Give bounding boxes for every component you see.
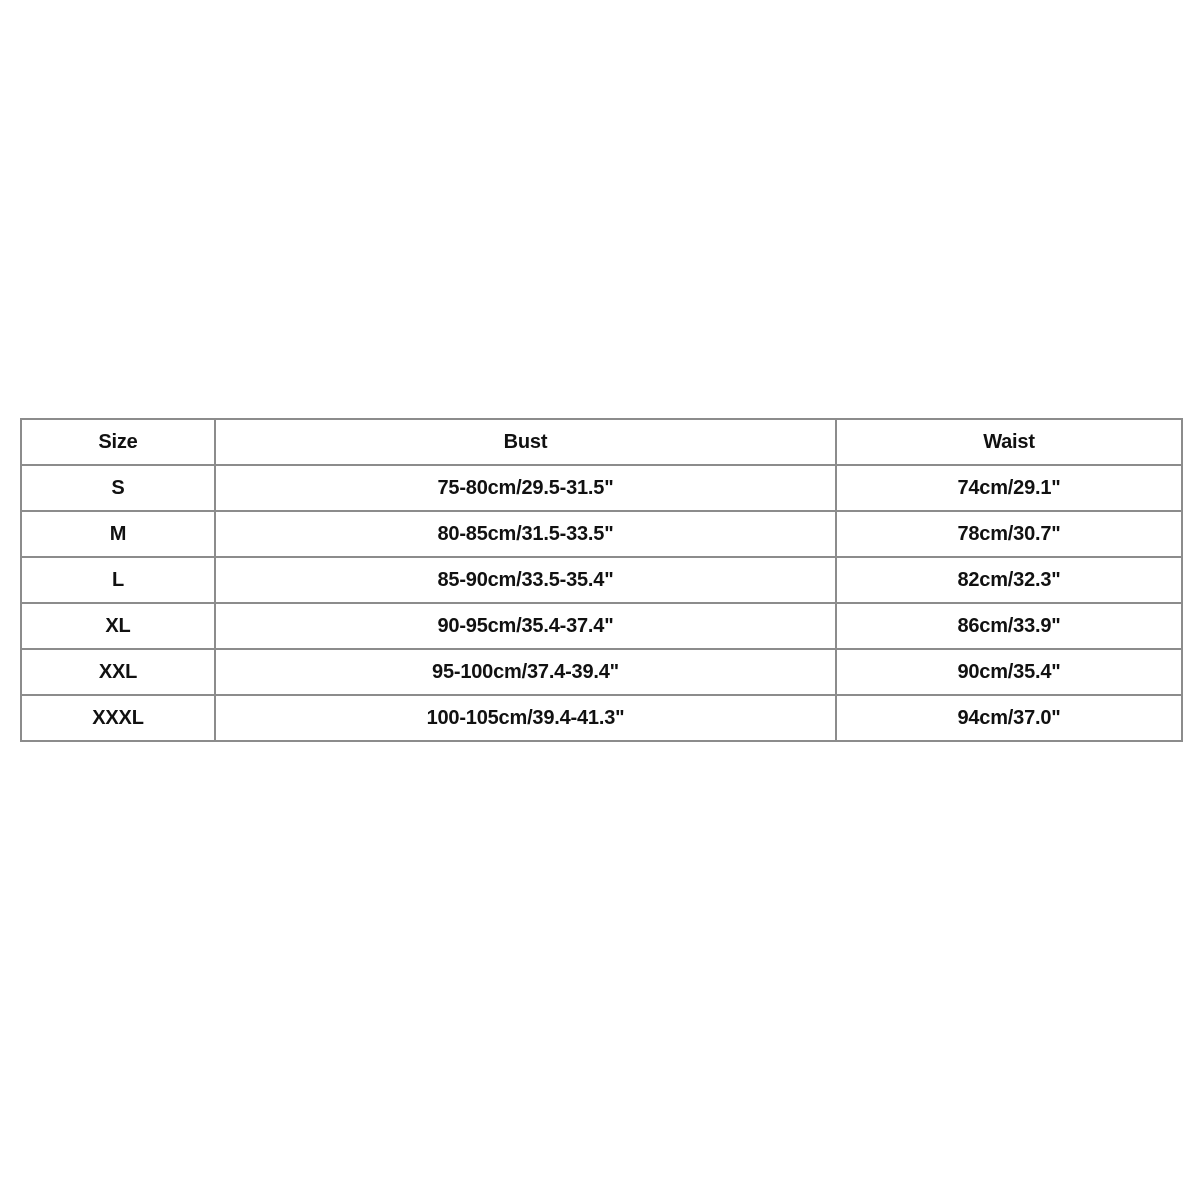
waist-cell: 90cm/35.4" [836, 649, 1182, 695]
header-bust: Bust [215, 419, 836, 465]
size-cell: M [21, 511, 215, 557]
size-cell: XL [21, 603, 215, 649]
size-cell: S [21, 465, 215, 511]
waist-cell: 78cm/30.7" [836, 511, 1182, 557]
table-row [21, 511, 1182, 557]
bust-cell: 85-90cm/33.5-35.4" [215, 557, 836, 603]
waist-cell: 82cm/32.3" [836, 557, 1182, 603]
bust-cell: 90-95cm/35.4-37.4" [215, 603, 836, 649]
table-row [21, 465, 1182, 511]
size-cell: XXL [21, 649, 215, 695]
size-cell: L [21, 557, 215, 603]
table-row [21, 695, 1182, 741]
header-row [21, 419, 1182, 465]
table-row [21, 557, 1182, 603]
header-waist: Waist [836, 419, 1182, 465]
header-size: Size [21, 419, 215, 465]
bust-cell: 80-85cm/31.5-33.5" [215, 511, 836, 557]
bust-cell: 75-80cm/29.5-31.5" [215, 465, 836, 511]
size-cell: XXXL [21, 695, 215, 741]
waist-cell: 74cm/29.1" [836, 465, 1182, 511]
table-row [21, 649, 1182, 695]
bust-cell: 95-100cm/37.4-39.4" [215, 649, 836, 695]
size-chart-table [20, 418, 1183, 742]
waist-cell: 94cm/37.0" [836, 695, 1182, 741]
waist-cell: 86cm/33.9" [836, 603, 1182, 649]
table-row [21, 603, 1182, 649]
bust-cell: 100-105cm/39.4-41.3" [215, 695, 836, 741]
